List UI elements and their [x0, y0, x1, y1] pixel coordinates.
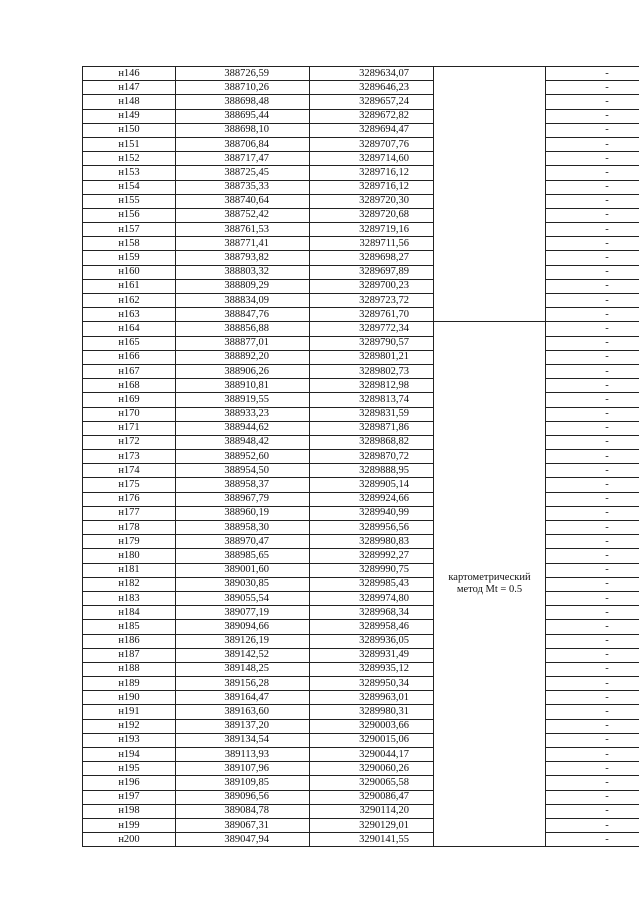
x-coordinate-cell: 388856,88: [176, 322, 310, 336]
point-name-cell: н150: [83, 123, 176, 137]
remarks-cell: -: [546, 393, 639, 407]
y-coordinate-cell: 3290015,06: [310, 733, 434, 747]
x-coordinate-cell: 388695,44: [176, 109, 310, 123]
remarks-cell: -: [546, 95, 639, 109]
remarks-cell: -: [546, 677, 639, 691]
table-row: [83, 662, 639, 676]
table-row: [83, 294, 639, 308]
point-name-cell: н170: [83, 407, 176, 421]
point-name-cell: н148: [83, 95, 176, 109]
x-coordinate-cell: 389137,20: [176, 719, 310, 733]
y-coordinate-cell: 3289657,24: [310, 95, 434, 109]
point-name-cell: н180: [83, 549, 176, 563]
remarks-cell: -: [546, 535, 639, 549]
y-coordinate-cell: 3290086,47: [310, 790, 434, 804]
table-row: [83, 109, 639, 123]
y-coordinate-cell: 3289801,21: [310, 350, 434, 364]
table-row: [83, 620, 639, 634]
y-coordinate-cell: 3289813,74: [310, 393, 434, 407]
point-name-cell: н174: [83, 464, 176, 478]
x-coordinate-cell: 389030,85: [176, 577, 310, 591]
table-row: [83, 393, 639, 407]
point-name-cell: н163: [83, 308, 176, 322]
y-coordinate-cell: 3289694,47: [310, 123, 434, 137]
remarks-cell: -: [546, 364, 639, 378]
y-coordinate-cell: 3290065,58: [310, 776, 434, 790]
y-coordinate-cell: 3289812,98: [310, 379, 434, 393]
table-row: [83, 677, 639, 691]
y-coordinate-cell: 3289700,23: [310, 279, 434, 293]
y-coordinate-cell: 3289790,57: [310, 336, 434, 350]
remarks-cell: -: [546, 237, 639, 251]
x-coordinate-cell: 388952,60: [176, 450, 310, 464]
remarks-cell: -: [546, 733, 639, 747]
y-coordinate-cell: 3289672,82: [310, 109, 434, 123]
y-coordinate-cell: 3289634,07: [310, 67, 434, 81]
coordinates-table: [82, 66, 639, 847]
point-name-cell: н189: [83, 677, 176, 691]
y-coordinate-cell: 3289992,27: [310, 549, 434, 563]
table-row: [83, 67, 639, 81]
y-coordinate-cell: 3289716,12: [310, 166, 434, 180]
point-name-cell: н154: [83, 180, 176, 194]
x-coordinate-cell: 389047,94: [176, 833, 310, 847]
point-name-cell: н147: [83, 81, 176, 95]
remarks-cell: -: [546, 152, 639, 166]
x-coordinate-cell: 389113,93: [176, 748, 310, 762]
x-coordinate-cell: 388698,48: [176, 95, 310, 109]
x-coordinate-cell: 389148,25: [176, 662, 310, 676]
y-coordinate-cell: 3289697,89: [310, 265, 434, 279]
x-coordinate-cell: 388910,81: [176, 379, 310, 393]
coordinates-sheet: [82, 66, 609, 847]
x-coordinate-cell: 389163,60: [176, 705, 310, 719]
point-name-cell: н152: [83, 152, 176, 166]
method-cell: [434, 322, 546, 847]
remarks-cell: -: [546, 265, 639, 279]
table-row: [83, 591, 639, 605]
x-coordinate-cell: 389126,19: [176, 634, 310, 648]
y-coordinate-cell: 3289968,34: [310, 606, 434, 620]
remarks-cell: -: [546, 563, 639, 577]
table-row: [83, 251, 639, 265]
remarks-cell: -: [546, 719, 639, 733]
point-name-cell: н176: [83, 492, 176, 506]
point-name-cell: н198: [83, 804, 176, 818]
x-coordinate-cell: 388761,53: [176, 223, 310, 237]
y-coordinate-cell: 3289905,14: [310, 478, 434, 492]
remarks-cell: -: [546, 322, 639, 336]
table-row: [83, 308, 639, 322]
table-row: [83, 194, 639, 208]
point-name-cell: н175: [83, 478, 176, 492]
point-name-cell: н182: [83, 577, 176, 591]
y-coordinate-cell: 3289888,95: [310, 464, 434, 478]
table-row: [83, 790, 639, 804]
x-coordinate-cell: 388970,47: [176, 535, 310, 549]
x-coordinate-cell: 389107,96: [176, 762, 310, 776]
remarks-cell: -: [546, 691, 639, 705]
point-name-cell: н191: [83, 705, 176, 719]
table-row: [83, 152, 639, 166]
point-name-cell: н166: [83, 350, 176, 364]
table-row: [83, 818, 639, 832]
remarks-cell: -: [546, 109, 639, 123]
y-coordinate-cell: 3289990,75: [310, 563, 434, 577]
y-coordinate-cell: 3289980,83: [310, 535, 434, 549]
y-coordinate-cell: 3289985,43: [310, 577, 434, 591]
x-coordinate-cell: 389055,54: [176, 591, 310, 605]
x-coordinate-cell: 388958,30: [176, 521, 310, 535]
table-row: [83, 279, 639, 293]
y-coordinate-cell: 3289720,30: [310, 194, 434, 208]
y-coordinate-cell: 3289980,31: [310, 705, 434, 719]
remarks-cell: -: [546, 464, 639, 478]
x-coordinate-cell: 389164,47: [176, 691, 310, 705]
table-row: [83, 691, 639, 705]
point-name-cell: н183: [83, 591, 176, 605]
point-name-cell: н168: [83, 379, 176, 393]
point-name-cell: н185: [83, 620, 176, 634]
x-coordinate-cell: 388919,55: [176, 393, 310, 407]
y-coordinate-cell: 3290044,17: [310, 748, 434, 762]
remarks-cell: -: [546, 166, 639, 180]
table-row: [83, 506, 639, 520]
table-row: [83, 833, 639, 847]
y-coordinate-cell: 3289870,72: [310, 450, 434, 464]
y-coordinate-cell: 3289956,56: [310, 521, 434, 535]
method-cell-upper: [434, 67, 546, 322]
point-name-cell: н190: [83, 691, 176, 705]
remarks-cell: -: [546, 336, 639, 350]
point-name-cell: н172: [83, 435, 176, 449]
x-coordinate-cell: 388726,59: [176, 67, 310, 81]
table-row: [83, 719, 639, 733]
x-coordinate-cell: 388809,29: [176, 279, 310, 293]
remarks-cell: -: [546, 208, 639, 222]
x-coordinate-cell: 389134,54: [176, 733, 310, 747]
table-row: [83, 705, 639, 719]
y-coordinate-cell: 3290003,66: [310, 719, 434, 733]
y-coordinate-cell: 3290129,01: [310, 818, 434, 832]
y-coordinate-cell: 3289935,12: [310, 662, 434, 676]
x-coordinate-cell: 389077,19: [176, 606, 310, 620]
x-coordinate-cell: 388698,10: [176, 123, 310, 137]
x-coordinate-cell: 389084,78: [176, 804, 310, 818]
remarks-cell: -: [546, 308, 639, 322]
x-coordinate-cell: 388877,01: [176, 336, 310, 350]
point-name-cell: н200: [83, 833, 176, 847]
table-row: [83, 435, 639, 449]
table-row: [83, 450, 639, 464]
point-name-cell: н151: [83, 137, 176, 151]
remarks-cell: -: [546, 634, 639, 648]
point-name-cell: н184: [83, 606, 176, 620]
y-coordinate-cell: 3289802,73: [310, 364, 434, 378]
remarks-cell: -: [546, 279, 639, 293]
remarks-cell: -: [546, 379, 639, 393]
point-name-cell: н181: [83, 563, 176, 577]
point-name-cell: н158: [83, 237, 176, 251]
remarks-cell: -: [546, 421, 639, 435]
point-name-cell: н186: [83, 634, 176, 648]
x-coordinate-cell: 388834,09: [176, 294, 310, 308]
remarks-cell: -: [546, 606, 639, 620]
x-coordinate-cell: 388710,26: [176, 81, 310, 95]
point-name-cell: н149: [83, 109, 176, 123]
table-row: [83, 364, 639, 378]
remarks-cell: -: [546, 123, 639, 137]
point-name-cell: н162: [83, 294, 176, 308]
table-row: [83, 762, 639, 776]
table-row: [83, 123, 639, 137]
table-row: [83, 407, 639, 421]
table-row: [83, 748, 639, 762]
table-row: [83, 577, 639, 591]
y-coordinate-cell: 3290060,26: [310, 762, 434, 776]
point-name-cell: н177: [83, 506, 176, 520]
point-name-cell: н178: [83, 521, 176, 535]
x-coordinate-cell: 388771,41: [176, 237, 310, 251]
point-name-cell: н156: [83, 208, 176, 222]
y-coordinate-cell: 3289772,34: [310, 322, 434, 336]
coordinates-table-body: [83, 67, 639, 847]
point-name-cell: н153: [83, 166, 176, 180]
x-coordinate-cell: 388793,82: [176, 251, 310, 265]
point-name-cell: н192: [83, 719, 176, 733]
x-coordinate-cell: 388717,47: [176, 152, 310, 166]
table-row: [83, 549, 639, 563]
remarks-cell: -: [546, 81, 639, 95]
y-coordinate-cell: 3290141,55: [310, 833, 434, 847]
x-coordinate-cell: 388948,42: [176, 435, 310, 449]
table-row: [83, 208, 639, 222]
x-coordinate-cell: 389096,56: [176, 790, 310, 804]
table-row: [83, 648, 639, 662]
method-label-line1: картометрический: [448, 572, 531, 584]
y-coordinate-cell: 3289707,76: [310, 137, 434, 151]
point-name-cell: н196: [83, 776, 176, 790]
x-coordinate-cell: 388960,19: [176, 506, 310, 520]
y-coordinate-cell: 3289974,80: [310, 591, 434, 605]
remarks-cell: -: [546, 521, 639, 535]
point-name-cell: н179: [83, 535, 176, 549]
x-coordinate-cell: 388803,32: [176, 265, 310, 279]
y-coordinate-cell: 3289698,27: [310, 251, 434, 265]
y-coordinate-cell: 3289936,05: [310, 634, 434, 648]
y-coordinate-cell: 3289950,34: [310, 677, 434, 691]
point-name-cell: н199: [83, 818, 176, 832]
remarks-cell: -: [546, 620, 639, 634]
y-coordinate-cell: 3290114,20: [310, 804, 434, 818]
remarks-cell: -: [546, 67, 639, 81]
point-name-cell: н155: [83, 194, 176, 208]
remarks-cell: -: [546, 194, 639, 208]
remarks-cell: -: [546, 549, 639, 563]
table-row: [83, 322, 639, 336]
table-row: [83, 237, 639, 251]
x-coordinate-cell: 388906,26: [176, 364, 310, 378]
x-coordinate-cell: 388954,50: [176, 464, 310, 478]
table-row: [83, 265, 639, 279]
remarks-cell: -: [546, 294, 639, 308]
remarks-cell: -: [546, 407, 639, 421]
y-coordinate-cell: 3289646,23: [310, 81, 434, 95]
table-row: [83, 421, 639, 435]
remarks-cell: -: [546, 492, 639, 506]
point-name-cell: н188: [83, 662, 176, 676]
remarks-cell: -: [546, 350, 639, 364]
remarks-cell: -: [546, 776, 639, 790]
point-name-cell: н160: [83, 265, 176, 279]
method-label-line2: метод Mt = 0.5: [456, 584, 523, 596]
x-coordinate-cell: 388847,76: [176, 308, 310, 322]
remarks-cell: -: [546, 251, 639, 265]
remarks-cell: -: [546, 435, 639, 449]
point-name-cell: н171: [83, 421, 176, 435]
remarks-cell: -: [546, 506, 639, 520]
x-coordinate-cell: 389067,31: [176, 818, 310, 832]
point-name-cell: н146: [83, 67, 176, 81]
y-coordinate-cell: 3289711,56: [310, 237, 434, 251]
y-coordinate-cell: 3289924,66: [310, 492, 434, 506]
table-row: [83, 336, 639, 350]
x-coordinate-cell: 388706,84: [176, 137, 310, 151]
point-name-cell: н197: [83, 790, 176, 804]
table-row: [83, 563, 639, 577]
table-row: [83, 180, 639, 194]
remarks-cell: -: [546, 478, 639, 492]
table-row: [83, 521, 639, 535]
table-row: [83, 634, 639, 648]
table-row: [83, 492, 639, 506]
y-coordinate-cell: 3289714,60: [310, 152, 434, 166]
remarks-cell: -: [546, 577, 639, 591]
table-row: [83, 166, 639, 180]
y-coordinate-cell: 3289716,12: [310, 180, 434, 194]
point-name-cell: н187: [83, 648, 176, 662]
remarks-cell: -: [546, 748, 639, 762]
remarks-cell: -: [546, 137, 639, 151]
point-name-cell: н194: [83, 748, 176, 762]
y-coordinate-cell: 3289868,82: [310, 435, 434, 449]
point-name-cell: н165: [83, 336, 176, 350]
point-name-cell: н169: [83, 393, 176, 407]
table-row: [83, 379, 639, 393]
table-row: [83, 804, 639, 818]
x-coordinate-cell: 388944,62: [176, 421, 310, 435]
y-coordinate-cell: 3289958,46: [310, 620, 434, 634]
y-coordinate-cell: 3289761,70: [310, 308, 434, 322]
x-coordinate-cell: 389094,66: [176, 620, 310, 634]
y-coordinate-cell: 3289719,16: [310, 223, 434, 237]
x-coordinate-cell: 388985,65: [176, 549, 310, 563]
y-coordinate-cell: 3289940,99: [310, 506, 434, 520]
y-coordinate-cell: 3289931,49: [310, 648, 434, 662]
table-row: [83, 733, 639, 747]
x-coordinate-cell: 388892,20: [176, 350, 310, 364]
point-name-cell: н159: [83, 251, 176, 265]
y-coordinate-cell: 3289720,68: [310, 208, 434, 222]
y-coordinate-cell: 3289723,72: [310, 294, 434, 308]
point-name-cell: н157: [83, 223, 176, 237]
remarks-cell: -: [546, 450, 639, 464]
x-coordinate-cell: 389156,28: [176, 677, 310, 691]
x-coordinate-cell: 388752,42: [176, 208, 310, 222]
table-row: [83, 95, 639, 109]
x-coordinate-cell: 389142,52: [176, 648, 310, 662]
point-name-cell: н164: [83, 322, 176, 336]
remarks-cell: -: [546, 662, 639, 676]
x-coordinate-cell: 388933,23: [176, 407, 310, 421]
point-name-cell: н173: [83, 450, 176, 464]
x-coordinate-cell: 389001,60: [176, 563, 310, 577]
remarks-cell: -: [546, 833, 639, 847]
point-name-cell: н193: [83, 733, 176, 747]
x-coordinate-cell: 388740,64: [176, 194, 310, 208]
remarks-cell: -: [546, 804, 639, 818]
point-name-cell: н167: [83, 364, 176, 378]
x-coordinate-cell: 388967,79: [176, 492, 310, 506]
x-coordinate-cell: 388958,37: [176, 478, 310, 492]
x-coordinate-cell: 389109,85: [176, 776, 310, 790]
x-coordinate-cell: 388735,33: [176, 180, 310, 194]
table-row: [83, 776, 639, 790]
y-coordinate-cell: 3289871,86: [310, 421, 434, 435]
point-name-cell: н161: [83, 279, 176, 293]
remarks-cell: -: [546, 180, 639, 194]
remarks-cell: -: [546, 223, 639, 237]
table-row: [83, 478, 639, 492]
remarks-cell: -: [546, 762, 639, 776]
remarks-cell: -: [546, 648, 639, 662]
remarks-cell: -: [546, 790, 639, 804]
remarks-cell: -: [546, 818, 639, 832]
table-row: [83, 137, 639, 151]
remarks-cell: -: [546, 591, 639, 605]
table-row: [83, 464, 639, 478]
x-coordinate-cell: 388725,45: [176, 166, 310, 180]
table-row: [83, 535, 639, 549]
table-row: [83, 223, 639, 237]
y-coordinate-cell: 3289963,01: [310, 691, 434, 705]
table-row: [83, 606, 639, 620]
y-coordinate-cell: 3289831,59: [310, 407, 434, 421]
table-row: [83, 81, 639, 95]
remarks-cell: -: [546, 705, 639, 719]
point-name-cell: н195: [83, 762, 176, 776]
table-row: [83, 350, 639, 364]
